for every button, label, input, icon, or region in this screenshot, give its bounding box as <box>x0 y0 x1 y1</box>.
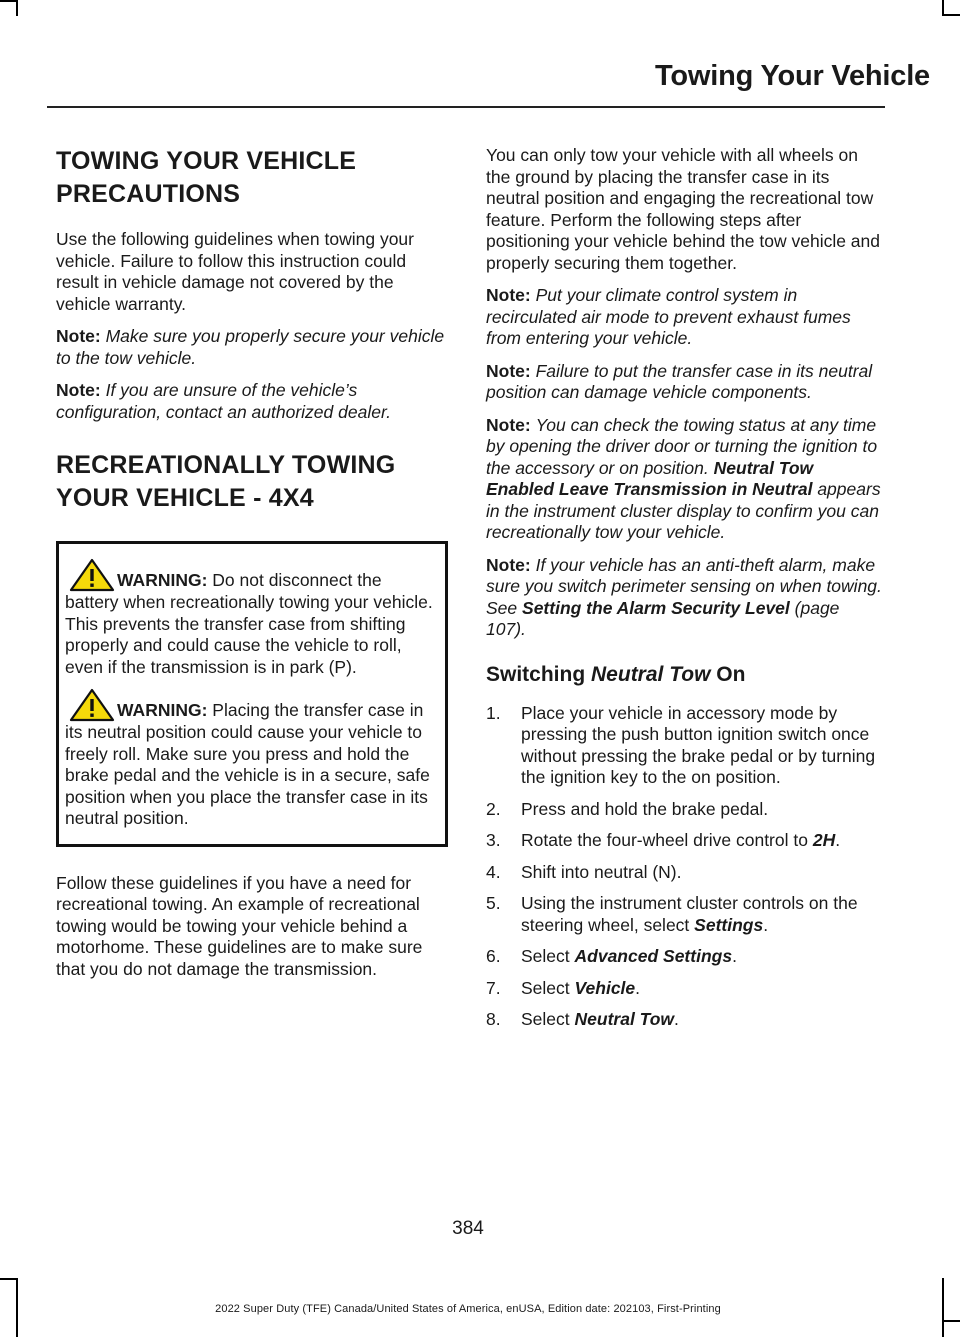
step-emphasis: Vehicle <box>574 977 636 998</box>
precautions-intro: Use the following guidelines when towing your vehicle. Failure to follow this instruction could result in vehicle damage not covered by the vehicle warranty. <box>56 229 414 314</box>
step-item <box>486 946 882 968</box>
step-punct: . <box>835 830 841 850</box>
step-emphasis: Advanced Settings <box>574 946 733 966</box>
display-message: Neutral Tow Enabled Leave Transmission in Neutral <box>486 457 814 499</box>
note-towing-status <box>486 415 882 544</box>
warning-label: WARNING: <box>117 700 208 720</box>
step-emphasis: 2H <box>812 830 836 850</box>
note-climate <box>486 285 882 350</box>
crop-mark <box>16 0 18 16</box>
tow-intro: You can only tow your vehicle with all wheels on the ground by placing the transfer case in its neutral position and engaging the recreational tow feature. Perform the following steps after positioning your vehicle behind the tow vehicle and properly securing them together. <box>486 145 881 273</box>
heading-line: RECREATIONALLY TOWING <box>56 451 396 479</box>
note-text: Failure to put the transfer case in its neutral position can damage vehicle components. <box>486 360 873 402</box>
step-text: Press and hold the brake pedal. <box>521 798 769 819</box>
note-label: Note: <box>486 414 531 435</box>
step-punct: . <box>635 977 641 998</box>
crop-mark <box>944 14 960 16</box>
warning-triangle-icon <box>69 688 115 722</box>
note-label: Note: <box>56 326 101 346</box>
note-alarm <box>486 555 882 641</box>
step-number: 5. <box>486 893 501 913</box>
heading-line: YOUR VEHICLE - 4X4 <box>56 484 314 512</box>
step-item <box>486 703 882 789</box>
header-divider <box>47 106 885 108</box>
subheading-switching-neutral-tow <box>486 661 882 689</box>
note-text: Put your climate control system in recirculated air mode to prevent exhaust fumes from entering your vehicle. <box>486 285 851 348</box>
cross-reference-link[interactable]: Setting the Alarm Security Level <box>522 597 790 618</box>
note-text: Make sure you properly secure your vehicle to the tow vehicle. <box>56 326 445 368</box>
page-footer: 2022 Super Duty (TFE) Canada/United States of America, enUSA, Edition date: 202103, First-Printing <box>215 1303 721 1315</box>
step-text: Place your vehicle in accessory mode by pressing the push button ignition switch once without pressing the brake pedal or by turning the ignition key to the on position. <box>521 702 876 787</box>
crop-mark <box>942 1278 944 1337</box>
step-text: Select <box>521 1009 570 1029</box>
step-number: 3. <box>486 830 501 850</box>
step-item <box>486 799 882 821</box>
note-text: appears in the instrument cluster display to confirm you can recreationally tow your vehicle. <box>486 479 881 542</box>
subheading-italic: Neutral Tow <box>591 662 711 686</box>
section-heading-recreational <box>56 449 448 515</box>
heading-line: PRECAUTIONS <box>56 180 241 208</box>
step-emphasis: Neutral Tow <box>574 1009 675 1029</box>
page-header-title: Towing Your Vehicle <box>655 60 930 92</box>
section-heading-precautions <box>56 145 448 211</box>
warning-text: Do not disconnect the battery when recreationally towing your vehicle. This prevents the transfer case from shifting properly and could cause the vehicle to roll, even if the transmission is in park (P). <box>65 570 433 677</box>
warning-label: WARNING: <box>117 570 208 590</box>
step-punct: . <box>732 946 737 966</box>
step-punct: . <box>674 1009 679 1029</box>
step-item <box>486 830 882 852</box>
step-item <box>486 1009 882 1031</box>
step-number: 8. <box>486 1009 501 1029</box>
subheading-text: Switching <box>486 662 586 686</box>
left-column <box>56 145 448 991</box>
warning-text: Placing the transfer case in its neutral position could cause your vehicle to freely roll. Make sure you press and hold the brake pedal and the vehicle is in a secure, safe position when you place the transfer case in its neutral position. <box>65 700 430 828</box>
note-text: You can check the towing status at any time by opening the driver door or turning the ignition to the accessory or on position. <box>486 414 878 478</box>
page-reference: (page 107). <box>486 597 840 639</box>
crop-mark <box>944 1320 960 1322</box>
step-number: 7. <box>486 977 501 998</box>
steps-list <box>486 703 882 1031</box>
step-punct: . <box>763 914 769 935</box>
step-text: Select <box>521 946 570 966</box>
step-number: 2. <box>486 798 501 819</box>
note-label: Note: <box>486 360 531 381</box>
note-secure <box>56 326 448 369</box>
step-number: 1. <box>486 702 501 723</box>
crop-mark <box>0 0 16 2</box>
subheading-text: On <box>716 662 746 686</box>
heading-line: TOWING YOUR VEHICLE <box>56 147 357 175</box>
step-text: Shift into neutral (N). <box>521 861 682 882</box>
warning-neutral <box>65 688 439 830</box>
warning-triangle-icon <box>69 558 115 592</box>
step-text: Rotate the four-wheel drive control to <box>521 830 808 850</box>
step-item <box>486 978 882 1000</box>
step-emphasis: Settings <box>694 914 764 935</box>
note-label: Note: <box>56 380 101 400</box>
step-text: Using the instrument cluster controls on the steering wheel, select <box>521 893 858 935</box>
note-text: If your vehicle has an anti-theft alarm, make sure you switch perimeter sensing on when towing. See <box>486 554 882 618</box>
warning-battery <box>65 558 439 678</box>
note-label: Note: <box>486 285 531 305</box>
note-text: If you are unsure of the vehicle’s configuration, contact an authorized dealer. <box>56 380 391 422</box>
recreational-intro: Follow these guidelines if you have a need for recreational towing. An example of recreational towing would be towing your vehicle behind a motorhome. These guidelines are to make sure that you do not damage the transmission. <box>56 872 423 979</box>
note-transfer-case <box>486 361 882 404</box>
step-item <box>486 862 882 884</box>
step-number: 4. <box>486 861 501 882</box>
note-label: Note: <box>486 554 531 575</box>
step-number: 6. <box>486 946 501 966</box>
warning-box <box>56 541 448 847</box>
right-column <box>486 145 882 1041</box>
step-item <box>486 893 882 936</box>
note-configuration <box>56 380 448 423</box>
step-text: Select <box>521 977 570 998</box>
page-number: 384 <box>452 1218 484 1239</box>
